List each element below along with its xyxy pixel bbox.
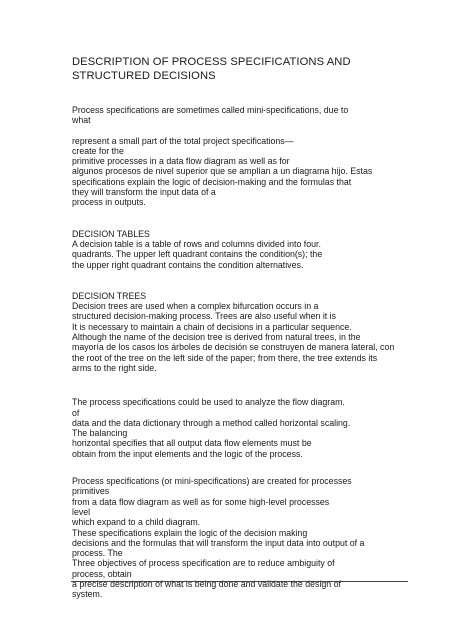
text-line: horizontal specifies that all output data flow elements must be xyxy=(72,438,312,449)
document-title xyxy=(72,56,412,83)
text-line: represent a small part of the total project specifications— xyxy=(72,135,294,146)
text-line: obtain from the input elements and the logic of the process. xyxy=(72,448,303,459)
text-line: which expand to a child diagram. xyxy=(72,517,201,528)
text-line: process. The xyxy=(72,548,123,559)
title-line: STRUCTURED DECISIONS xyxy=(72,69,216,82)
text-line: quadrants. The upper left quadrant contains the condition(s); the xyxy=(72,249,323,260)
text-line: create for the xyxy=(72,145,124,156)
text-line: mayoría de los casos los árboles de decisión se construyen de manera lateral, con xyxy=(72,342,395,353)
text-line: Process specifications are sometimes called mini-specifications, due to xyxy=(72,105,349,115)
text-line: level xyxy=(72,506,91,517)
text-line: a precise description of what is being done and validate the design of xyxy=(72,578,341,589)
intro-paragraph-1 xyxy=(72,105,412,126)
text-line: they will transform the input data of a xyxy=(72,187,216,198)
decision-trees-section xyxy=(72,291,412,373)
text-line: from a data flow diagram as well as for some high-level processes xyxy=(72,496,330,507)
text-line: Decision trees are used when a complex bifurcation occurs in a xyxy=(72,301,319,312)
text-line: These specifications explain the logic of the decision making xyxy=(72,527,308,538)
text-line: of xyxy=(72,407,80,418)
text-line: specifications explain the logic of decision-making and the formulas that xyxy=(72,176,352,187)
text-line: what xyxy=(72,115,91,126)
text-line: the root of the tree on the left side of the paper; from there, the tree extends its xyxy=(72,352,378,363)
text-line: The balancing xyxy=(72,428,128,439)
text-line: structured decision-making process. Trees are also useful when it is xyxy=(72,311,337,322)
text-line: Process specifications (or mini-specifications) are created for processes xyxy=(72,476,352,487)
text-line: It is necessary to maintain a chain of decisions in a particular sequence. xyxy=(72,321,352,332)
text-line: Three objectives of process specification are to reduce ambiguity of xyxy=(72,558,335,569)
text-line: process in outputs. xyxy=(72,197,146,208)
footer-divider xyxy=(71,581,408,582)
text-line: the upper right quadrant contains the condition alternatives. xyxy=(72,259,304,270)
section-heading: DECISION TABLES xyxy=(72,228,150,239)
text-line: arms to the right side. xyxy=(72,362,157,373)
flow-paragraph xyxy=(72,397,412,459)
text-line: primitive processes in a data flow diagram as well as for xyxy=(72,156,290,167)
decision-tables-section xyxy=(72,229,412,270)
text-line: algunos procesos de nivel superior que se amplían a un diagrama hijo. Estas xyxy=(72,166,373,177)
text-line: decisions and the formulas that will transform the input data into output of a xyxy=(72,537,365,548)
text-line: Although the name of the decision tree is derived from natural trees, in the xyxy=(72,332,361,343)
text-line: A decision table is a table of rows and columns divided into four. xyxy=(72,238,321,249)
intro-paragraph-2 xyxy=(72,136,412,208)
document-page xyxy=(72,56,412,600)
title-line: DESCRIPTION OF PROCESS SPECIFICATIONS AND xyxy=(72,56,351,68)
text-line: The process specifications could be used to analyze the flow diagram. xyxy=(72,397,345,408)
text-line: data and the data dictionary through a method called horizontal scaling. xyxy=(72,417,351,428)
text-line: system. xyxy=(72,589,103,600)
text-line: process, obtain xyxy=(72,568,132,579)
section-heading: DECISION TREES xyxy=(72,290,147,301)
text-line: primitives xyxy=(72,486,110,497)
